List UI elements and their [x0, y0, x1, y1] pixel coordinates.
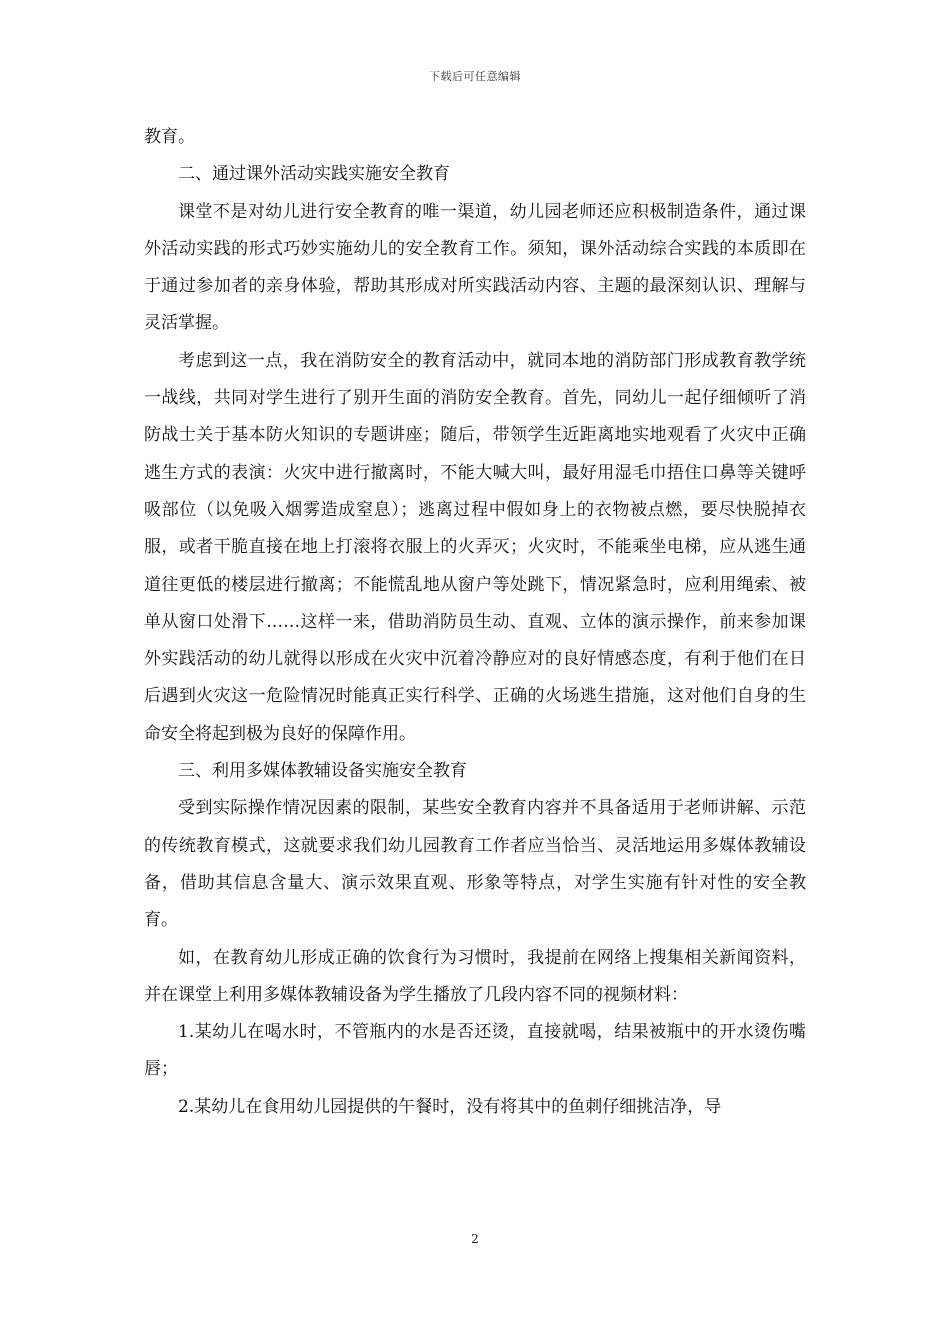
page-number: 2: [471, 1232, 479, 1246]
paragraph: 受到实际操作情况因素的限制，某些安全教育内容并不具备适用于老师讲解、示范的传统教育模式，这就要求我们幼儿园教育工作者应当恰当、灵活地运用多媒体教辅设备，借助其信息含量大、演示效果直观、形象等特点，对学生实施有针对性的安全教育。: [144, 798, 806, 931]
list-item-1: 1.某幼儿在喝水时，不管瓶内的水是否还烫，直接就喝，结果被瓶中的开水烫伤嘴唇；: [144, 1022, 806, 1080]
page-header: 下载后可任意编辑: [429, 70, 521, 83]
section-heading-3: 三、利用多媒体教辅设备实施安全教育: [178, 761, 467, 782]
document-body: [144, 119, 806, 1126]
list-item-2: 2.某幼儿在食用幼儿园提供的午餐时，没有将其中的鱼刺仔细挑洁净，导: [178, 1096, 722, 1117]
paragraph: 如，在教育幼儿形成正确的饮食行为习惯时，我提前在网络上搜集相关新闻资料，并在课堂上利用多媒体教辅设备为学生播放了几段内容不同的视频材料：: [144, 947, 806, 1005]
section-heading-2: 二、通过课外活动实践实施安全教育: [178, 164, 450, 185]
paragraph-continuation: 教育。: [144, 127, 195, 147]
paragraph: 考虑到这一点，我在消防安全的教育活动中，就同本地的消防部门形成教育教学统一战线，共同对学生进行了别开生面的消防安全教育。首先，同幼儿一起仔细倾听了消防战士关于基本防火知识的专题讲座；随后，带领学生近距离地实地观看了火灾中正确逃生方式的表演：火灾中进行撤离时，不能大喊大叫，最好用湿毛巾捂住口鼻等关键呼吸部位（以免吸入烟雾造成窒息）；逃离过程中假如身上的衣物被点燃，要尽快脱掉衣服，或者干脆直接在地上打滚将衣服上的火弄灭；火灾时，不能乘坐电梯，应从逃生通道往更低的楼层进行撤离；不能慌乱地从窗户等处跳下，情况紧急时，应利用绳索、被单从窗口处滑下……这样一来，借助消防员生动、直观、立体的演示操作，前来参加课外实践活动的幼儿就得以形成在火灾中沉着冷静应对的良好情感态度，有利于他们在日后遇到火灾这一危险情况时能真正实行科学、正确的火场逃生措施，这对他们自身的生命安全将起到极为良好的保障作用。: [144, 350, 806, 744]
paragraph: 课堂不是对幼儿进行安全教育的唯一渠道，幼儿园老师还应积极制造条件，通过课外活动实践的形式巧妙实施幼儿的安全教育工作。须知，课外活动综合实践的本质即在于通过参加者的亲身体验，帮助其形成对所实践活动内容、主题的最深刻认识、理解与灵活掌握。: [144, 201, 806, 334]
